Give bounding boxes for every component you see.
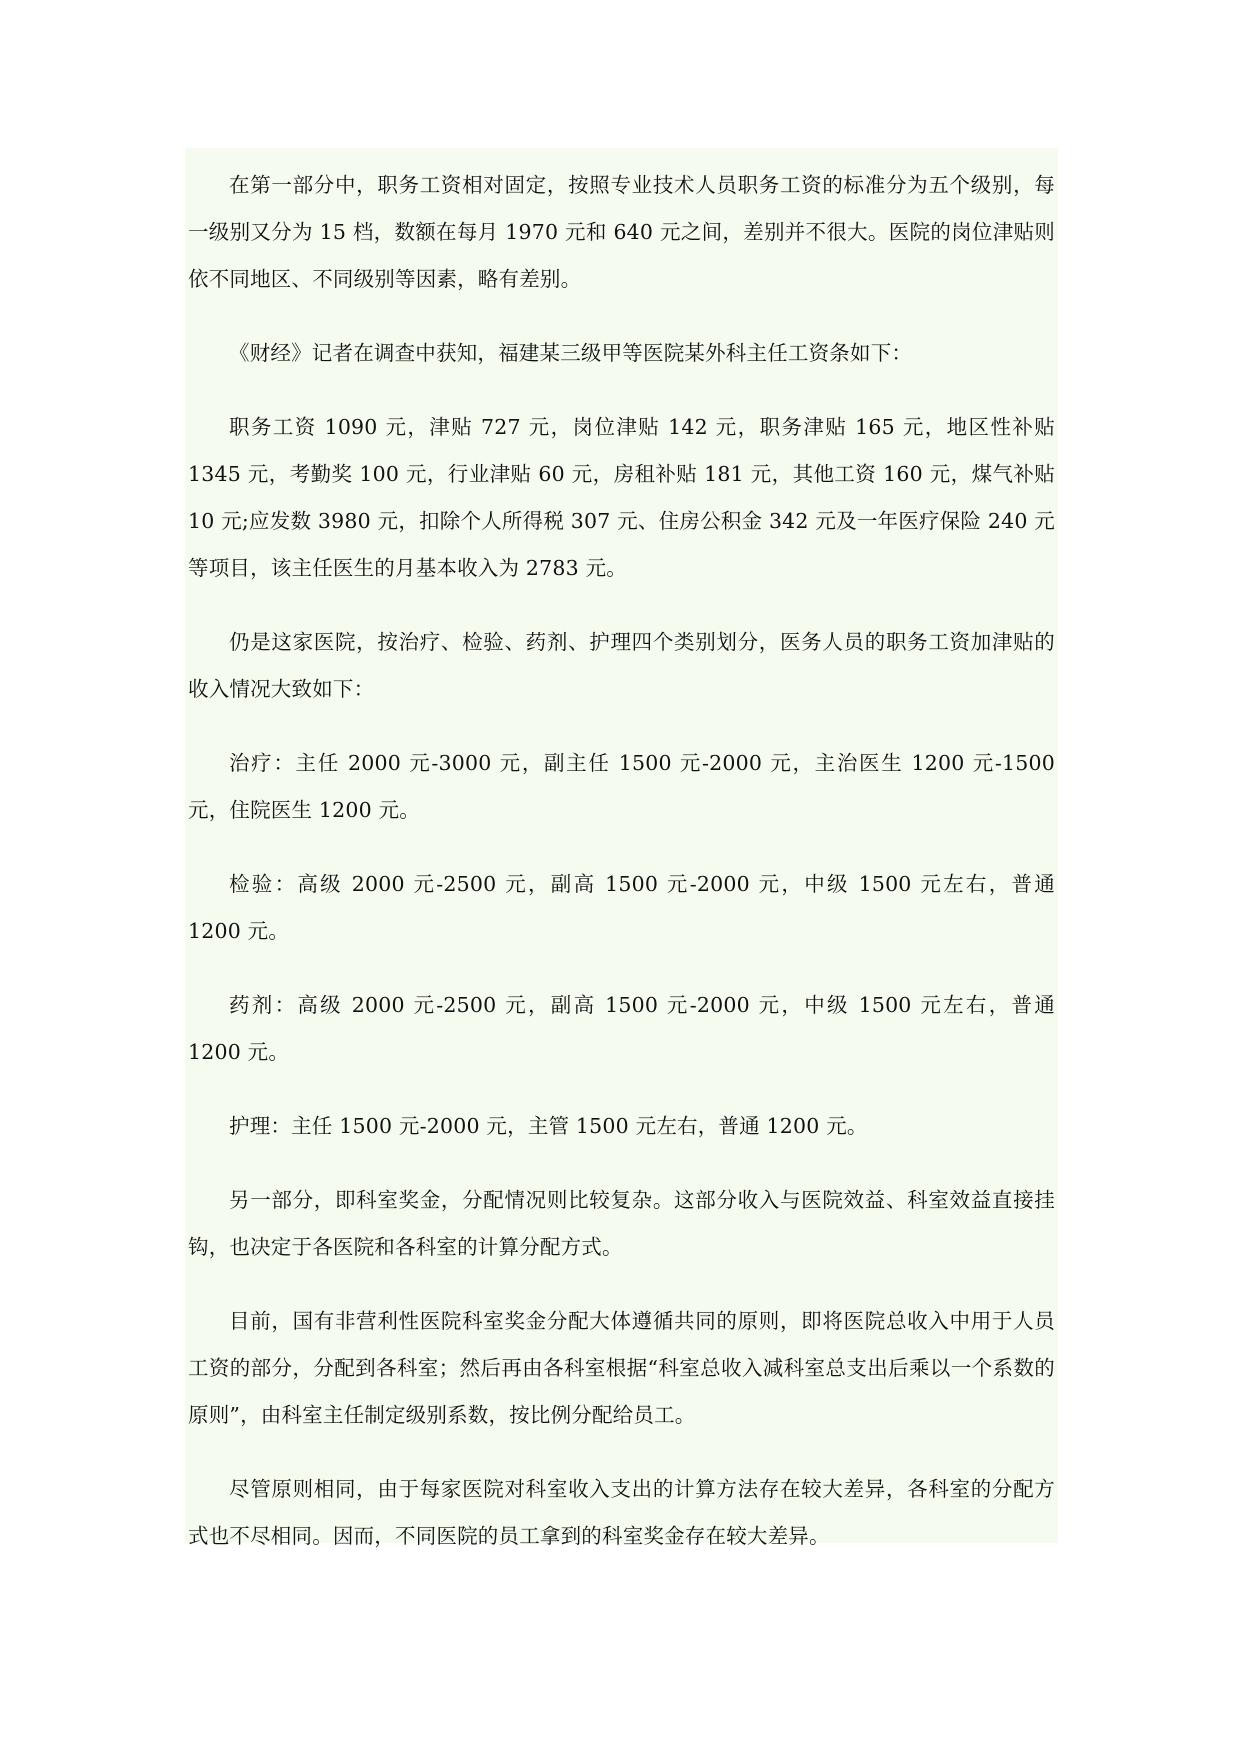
paragraph-salary-structure: 在第一部分中，职务工资相对固定，按照专业技术人员职务工资的标准分为五个级别，每一级别又分为 15 档，数额在每月 1970 元和 640 元之间，差别并不很大。医院的岗位津贴则依不同地区、不同级别等因素，略有差别。 <box>188 173 1055 291</box>
paragraph-treatment-income: 治疗：主任 2000 元-3000 元，副主任 1500 元-2000 元，主治医生 1200 元-1500 元，住院医生 1200 元。 <box>188 751 1055 822</box>
paragraph-payslip-details: 职务工资 1090 元，津贴 727 元，岗位津贴 142 元，职务津贴 165 元，地区性补贴 1345 元，考勤奖 100 元，行业津贴 60 元，房租补贴 181 元，其他工资 160 元，煤气补贴 10 元;应发数 3980 元，扣除个人所得税 307 元、住房公积金 342 元及一年医疗保险 240 元等项目，该主任医生的月基本收入为 2783 元。 <box>188 415 1055 580</box>
paragraph-nursing-income: 护理：主任 1500 元-2000 元，主管 1500 元左右，普通 1200 元。 <box>229 1114 868 1138</box>
paragraph-lab-income: 检验：高级 2000 元-2500 元，副高 1500 元-2000 元，中级 1500 元左右，普通 1200 元。 <box>188 872 1055 943</box>
paragraph-reporter-intro: 《财经》记者在调查中获知，福建某三级甲等医院某外科主任工资条如下： <box>229 341 913 365</box>
paragraph-bonus-differences: 尽管原则相同，由于每家医院对科室收入支出的计算方法存在较大差异，各科室的分配方式也不尽相同。因而，不同医院的员工拿到的科室奖金存在较大差异。 <box>188 1477 1055 1548</box>
paragraph-pharmacy-income: 药剂：高级 2000 元-2500 元，副高 1500 元-2000 元，中级 1500 元左右，普通 1200 元。 <box>188 993 1055 1064</box>
paragraph-categories-intro: 仍是这家医院，按治疗、检验、药剂、护理四个类别划分，医务人员的职务工资加津贴的收入情况大致如下： <box>188 630 1055 701</box>
paragraph-department-bonus: 另一部分，即科室奖金，分配情况则比较复杂。这部分收入与医院效益、科室效益直接挂钩，也决定于各医院和各科室的计算分配方式。 <box>188 1188 1055 1259</box>
article-body <box>185 148 1058 1548</box>
paragraph-bonus-principle: 目前，国有非营利性医院科室奖金分配大体遵循共同的原则，即将医院总收入中用于人员工资的部分，分配到各科室；然后再由各科室根据“科室总收入减科室总支出后乘以一个系数的原则”，由科室主任制定级别系数，按比例分配给员工。 <box>188 1309 1055 1427</box>
